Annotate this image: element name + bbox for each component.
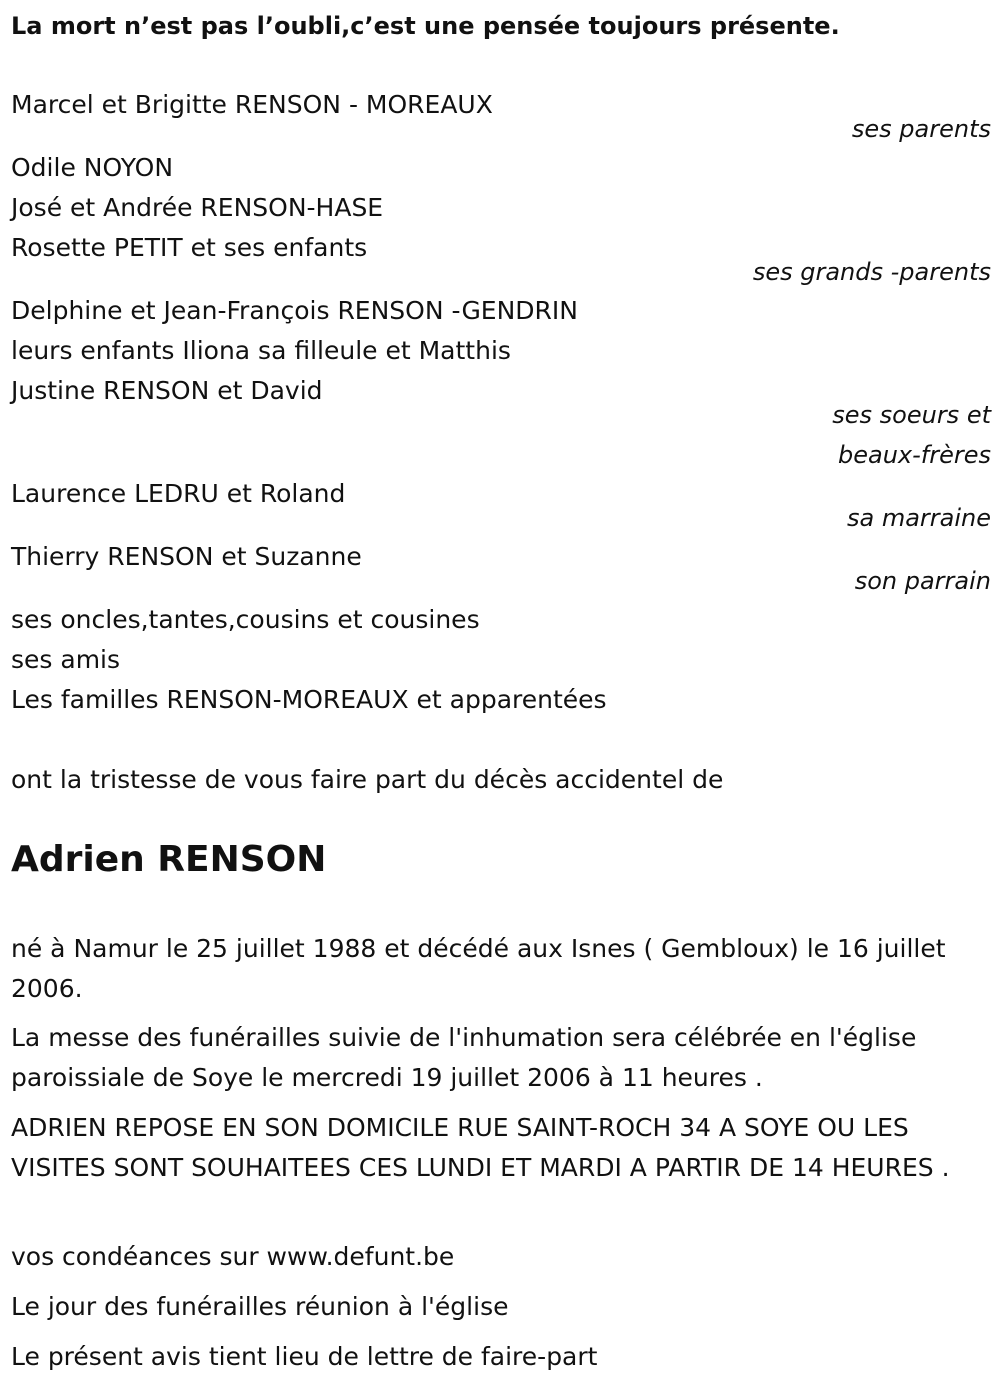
grandparent-3: Rosette PETIT et ses enfants: [11, 233, 368, 262]
reunion-text: Le jour des funérailles réunion à l'église: [11, 1292, 509, 1321]
notice-text: Le présent avis tient lieu de lettre de faire-part: [11, 1342, 598, 1371]
visits-text: ADRIEN REPOSE EN SON DOMICILE RUE SAINT-ROCH 34 A SOYE OU LES VISITES SONT SOUHAITEES CES LUNDI ET MARDI A PARTIR DE 14 HEURES .: [11, 1113, 950, 1182]
godmother-name: Laurence LEDRU et Roland: [11, 479, 346, 508]
condolences-text: vos condéances sur www.defunt.be: [11, 1242, 455, 1271]
godfather-role: son parrain: [854, 567, 991, 595]
birth-death-text: né à Namur le 25 juillet 1988 et décédé aux Isnes ( Gembloux) le 16 juillet 2006.: [11, 934, 946, 1003]
deceased-name: Adrien RENSON: [11, 839, 327, 880]
sibling-2: leurs enfants Iliona sa filleule et Matthis: [11, 336, 511, 365]
others-3: Les familles RENSON-MOREAUX et apparentées: [11, 685, 607, 714]
sibling-1: Delphine et Jean-François RENSON -GENDRIN: [11, 296, 579, 325]
siblings-role-line2: beaux-frères: [838, 441, 991, 469]
parents-role: ses parents: [851, 115, 991, 143]
others-2: ses amis: [11, 645, 121, 674]
grandparent-1: Odile NOYON: [11, 153, 174, 182]
siblings-role-line1: ses soeurs et: [832, 401, 991, 429]
grandparents-role: ses grands -parents: [752, 258, 991, 286]
sibling-3: Justine RENSON et David: [11, 376, 323, 405]
others-1: ses oncles,tantes,cousins et cousines: [11, 605, 480, 634]
mass-text: La messe des funérailles suivie de l'inhumation sera célébrée en l'église paroissiale de Soye le mercredi 19 juillet 2006 à 11 heures .: [11, 1023, 917, 1092]
grandparent-2: José et Andrée RENSON-HASE: [11, 193, 384, 222]
announcement: ont la tristesse de vous faire part du décès accidentel de: [11, 765, 724, 794]
godmother-role: sa marraine: [846, 504, 991, 532]
epigraph: La mort n’est pas l’oubli,c’est une pensée toujours présente.: [11, 12, 840, 40]
godfather-name: Thierry RENSON et Suzanne: [11, 542, 362, 571]
parents-name: Marcel et Brigitte RENSON - MOREAUX: [11, 90, 493, 119]
